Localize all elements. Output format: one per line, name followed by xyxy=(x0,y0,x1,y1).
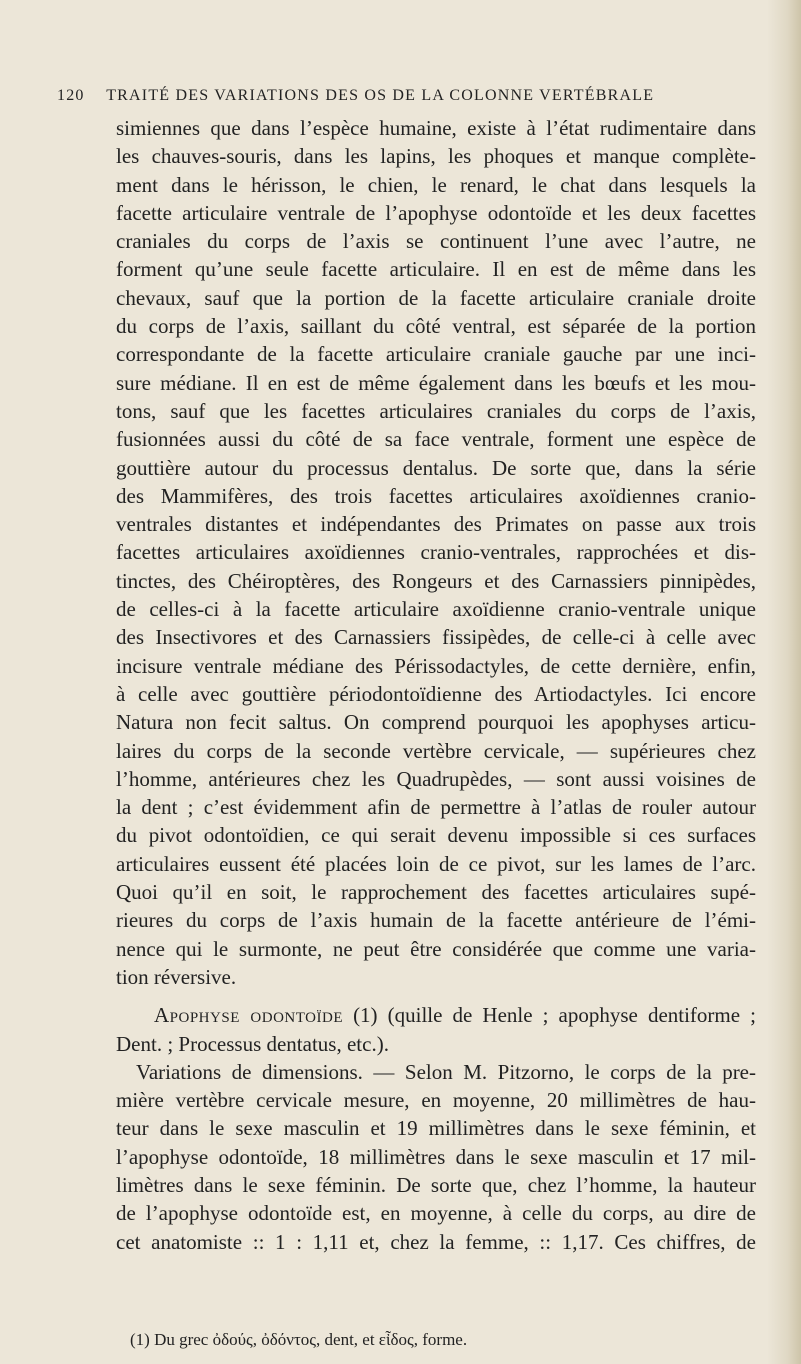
section-heading-line-2: Dent. ; Processus dentatus, etc.). xyxy=(116,1031,389,1056)
text-line: du pivot odontoïdien, ce qui serait devenu impossible si ces surfaces xyxy=(116,823,756,848)
text-line: de celles-ci à la facette articulaire axoïdienne cranio-ventrale unique xyxy=(116,597,756,622)
text-line: sure médiane. Il en est de même également dans les bœufs et les mou- xyxy=(116,370,756,395)
text-line: incisure ventrale médiane des Périssodactyles, de cette dernière, enfin, xyxy=(116,653,756,678)
footnote: (1) Du grec ὀδούς, ὀδόντος, dent, et εἶδος, forme. xyxy=(130,1330,468,1349)
page-number: 120 xyxy=(57,87,85,104)
text-line: rieures du corps de l’axis humain de la facette antérieure de l’émi- xyxy=(116,908,756,933)
text-line: facette articulaire ventrale de l’apophyse odontoïde et les deux facettes xyxy=(116,200,756,225)
paragraph-main xyxy=(116,114,756,991)
text-line: laires du corps de la seconde vertèbre cervicale, — supérieures chez xyxy=(116,738,756,763)
page-edge-shadow xyxy=(767,0,801,1364)
text-line: Natura non fecit saltus. On comprend pourquoi les apophyses articu- xyxy=(116,710,756,735)
text-line: gouttière autour du processus dentalus. De sorte que, dans la série xyxy=(116,455,756,480)
text-line: cet anatomiste :: 1 : 1,11 et, chez la femme, :: 1,17. Ces chiffres, de xyxy=(116,1229,756,1254)
text-line: limètres dans le sexe féminin. De sorte que, chez l’homme, la hauteur xyxy=(116,1172,756,1197)
text-line: fusionnées aussi du côté de sa face ventrale, forment une espèce de xyxy=(116,427,756,452)
text-line: des Insectivores et des Carnassiers fissipèdes, de celle-ci à celle avec xyxy=(116,625,756,650)
text-line: teur dans le sexe masculin et 19 millimètres dans le sexe féminin, et xyxy=(116,1116,756,1141)
running-title: TRAITÉ DES VARIATIONS DES OS DE LA COLONNE VERTÉBRALE xyxy=(106,87,655,104)
text-line: nence qui le surmonte, ne peut être considérée que comme une varia- xyxy=(116,936,756,961)
section-heading-rest: (1) (quille de Henle ; apophyse dentiforme ; xyxy=(342,1003,756,1028)
text-line: Quoi qu’il en soit, le rapprochement des facettes articulaires supé- xyxy=(116,880,756,905)
text-line: l’homme, antérieures chez les Quadrupèdes, — sont aussi voisines de xyxy=(116,766,756,791)
text-line: articulaires eussent été placées loin de ce pivot, sur les lames de l’arc. xyxy=(116,851,756,876)
text-line: chevaux, sauf que la portion de la facette articulaire craniale droite xyxy=(116,285,756,310)
text-line: les chauves-souris, dans les lapins, les phoques et manque complète- xyxy=(116,144,756,169)
body-text xyxy=(116,114,756,1256)
text-line: tinctes, des Chéiroptères, des Rongeurs et des Carnassiers pinnipèdes, xyxy=(116,568,756,593)
paragraph-section xyxy=(116,1058,756,1256)
section-heading: Apophyse odontoïde xyxy=(154,1003,343,1028)
text-line: à celle avec gouttière périodontoïdienne des Artiodactyles. Ici encore xyxy=(116,681,756,706)
text-line: de l’apophyse odontoïde est, en moyenne, à celle du corps, au dire de xyxy=(116,1201,756,1226)
text-line: du corps de l’axis, saillant du côté ventral, est séparée de la portion xyxy=(116,314,756,339)
text-line: correspondante de la facette articulaire craniale gauche par une inci- xyxy=(116,342,756,367)
text-line: mière vertèbre cervicale mesure, en moyenne, 20 millimètres de hau- xyxy=(116,1088,756,1113)
text-line: Variations de dimensions. — Selon M. Pitzorno, le corps de la pre- xyxy=(136,1059,756,1084)
text-line: ventrales distantes et indépendantes des Primates on passe aux trois xyxy=(116,512,756,537)
running-header xyxy=(57,87,757,105)
text-line: craniales du corps de l’axis se continuent l’une avec l’autre, ne xyxy=(116,229,756,254)
text-line: facettes articulaires axoïdiennes cranio-ventrales, rapprochées et dis- xyxy=(116,540,756,565)
text-line: l’apophyse odontoïde, 18 millimètres dans le sexe masculin et 17 mil- xyxy=(116,1144,756,1169)
text-line: des Mammifères, des trois facettes articulaires axoïdiennes cranio- xyxy=(116,483,756,508)
text-line: la dent ; c’est évidemment afin de permettre à l’atlas de rouler autour xyxy=(116,795,756,820)
section-heading-line xyxy=(116,1001,756,1029)
text-line: ment dans le hérisson, le chien, le renard, le chat dans lesquels la xyxy=(116,172,756,197)
text-line: forment qu’une seule facette articulaire. Il en est de même dans les xyxy=(116,257,756,282)
text-line: simiennes que dans l’espèce humaine, existe à l’état rudimentaire dans xyxy=(116,116,756,140)
paragraph-gap xyxy=(116,991,756,1001)
text-line: tion réversive. xyxy=(116,964,237,989)
text-line: tons, sauf que les facettes articulaires craniales du corps de l’axis, xyxy=(116,398,756,423)
